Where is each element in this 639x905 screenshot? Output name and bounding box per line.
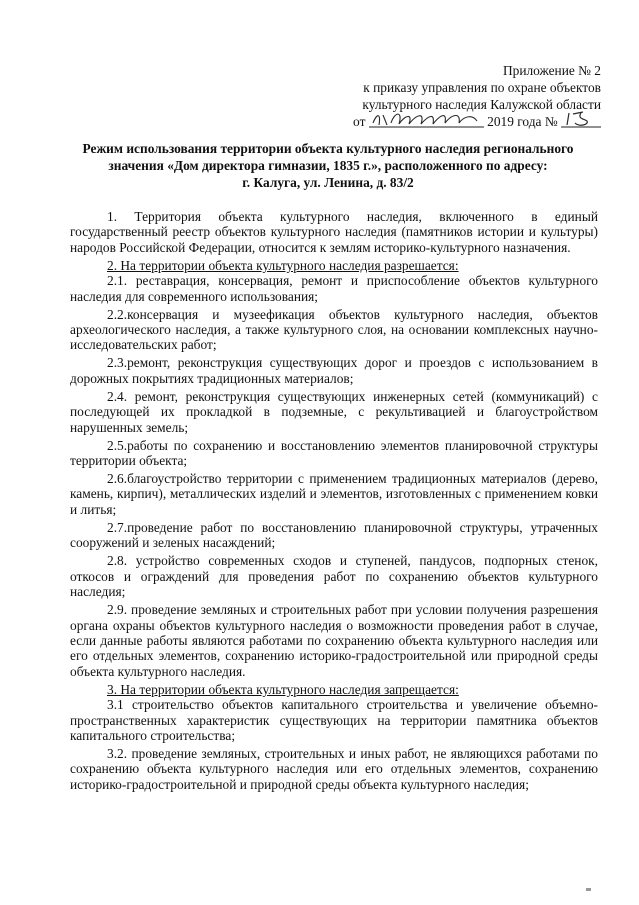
number-prefix: № [544, 114, 558, 129]
order-date-line [353, 113, 601, 130]
item-2-1: 2.1. реставрация, консервация, ремонт и приспособление объектов культурного наследия для современного использования; [70, 273, 598, 304]
item-2-2: 2.2.консервация и музеефикация объектов культурного наследия, объектов археологического наследия, а также культурного слоя, на основании комплексных научно-исследовательских работ; [70, 306, 598, 353]
appendix-number: Приложение № 2 [502, 63, 601, 78]
title-line-2: значения «Дом директора гимназии, 1835 г.», расположенного по адресу: [108, 158, 548, 173]
handwritten-number [561, 113, 601, 130]
document-title [58, 140, 598, 191]
date-prefix: от [353, 114, 366, 129]
paragraph-1: 1. Территория объекта культурного наследия, включенного в единый государственный реестр объектов культурного наследия (памятников истории и культуры) народов Российской Федерации, относится к землям историко-культурного назначения. [70, 209, 598, 255]
handwritten-date [369, 113, 484, 130]
appendix-header [353, 62, 601, 130]
item-2-8: 2.8. устройство современных сходов и ступеней, пандусов, подпорных стенок, откосов и ограждений для проведения работ по сохранению объектов культурного наследия; [70, 553, 598, 600]
section-2-heading: 2. На территории объекта культурного наследия разрешается: [107, 257, 459, 273]
order-reference: к приказу управления по охране объектов [363, 80, 601, 95]
title-line-1: Режим использования территории объекта культурного наследия регионального [82, 141, 574, 156]
item-2-4: 2.4. ремонт, реконструкция существующих инженерных сетей (коммуникаций) с последующей их прокладкой в подземные, с рекультивацией и благоустройством нарушенных земель; [70, 388, 598, 435]
order-authority: культурного наследия Калужской области [362, 97, 601, 112]
document-body [70, 209, 598, 795]
item-3-2: 3.2. проведение земляных, строительных и иных работ, не являющихся работами по сохранению объекта культурного наследия или его отдельных элементов, сохранению историко-градостроительной и природной среды объекта культурного наследия; [70, 745, 598, 792]
scan-mark [586, 888, 591, 891]
item-2-3: 2.3.ремонт, реконструкция существующих дорог и проездов с использованием в дорожных покрытиях традиционных материалов; [70, 355, 598, 386]
date-suffix: 2019 года [487, 114, 542, 129]
title-line-3: г. Калуга, ул. Ленина, д. 83/2 [242, 175, 414, 190]
item-2-7: 2.7.проведение работ по восстановлению планировочной структуры, утраченных сооружений и зеленых насаждений; [70, 519, 598, 551]
item-2-5: 2.5.работы по сохранению и восстановлению элементов планировочной структуры территории объекта; [70, 437, 598, 469]
item-3-1: 3.1 строительство объектов капитального строительства и увеличение объемно-пространственных характеристик существующих на территории памятника объектов капитального строительства; [70, 697, 598, 743]
item-2-9: 2.9. проведение земляных и строительных работ при условии получения разрешения органа охраны объектов культурного наследия о возможности проведения работ в случае, если данные работы являются работами по сохранению объекта культурного наследия или его отдельных элементов, сохранению историко-градостроительной или природной среды объекта культурного наследия. [70, 602, 598, 679]
item-2-6: 2.6.благоустройство территории с применением традиционных материалов (дерево, камень, кирпич), металлических изделий и элементов, изготовленных с применением ковки и литья; [70, 471, 598, 517]
section-3-heading: 3. На территории объекта культурного наследия запрещается: [107, 681, 459, 697]
